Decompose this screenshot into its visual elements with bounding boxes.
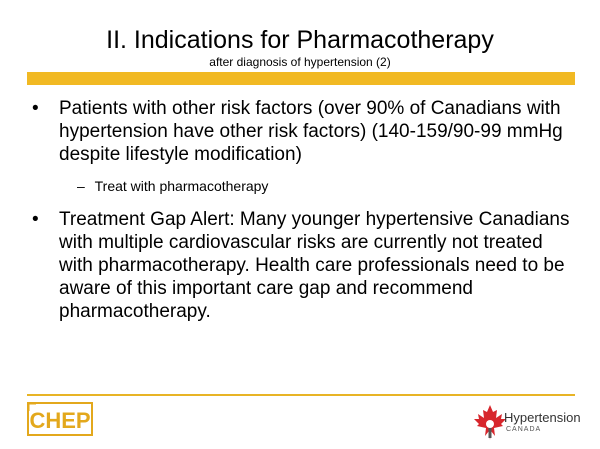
bullet-item [32, 208, 572, 323]
hypertension-label: Hypertension [504, 410, 581, 425]
svg-text:CHEP: CHEP [29, 408, 91, 433]
sub-bullet-item [77, 178, 268, 195]
bottom-divider [27, 394, 575, 396]
dash-marker: – [77, 178, 85, 194]
bullet-text: Treatment Gap Alert: Many younger hypertensive Canadians with multiple cardiovascular risks are currently not treated with pharmacotherapy. Health care professionals need to be aware of this important care gap and recommend pharmacotherapy. [59, 209, 570, 322]
sub-bullet-text: Treat with pharmacotherapy [94, 178, 269, 194]
chep-logo [27, 402, 93, 436]
top-accent-bar [27, 72, 575, 85]
slide-subtitle: after diagnosis of hypertension (2) [209, 55, 391, 69]
bullet-text: Patients with other risk factors (over 90% of Canadians with hypertension have other risk factors) (140-159/90-99 mmHg despite lifestyle modification) [59, 98, 563, 165]
slide-title: II. Indications for Pharmacotherapy [106, 26, 494, 54]
canada-label: CANADA [506, 426, 542, 433]
bullet-marker: • [32, 209, 39, 230]
bullet-item [32, 97, 572, 166]
bullet-marker: • [32, 98, 39, 119]
hypertension-canada-logo [470, 402, 588, 444]
